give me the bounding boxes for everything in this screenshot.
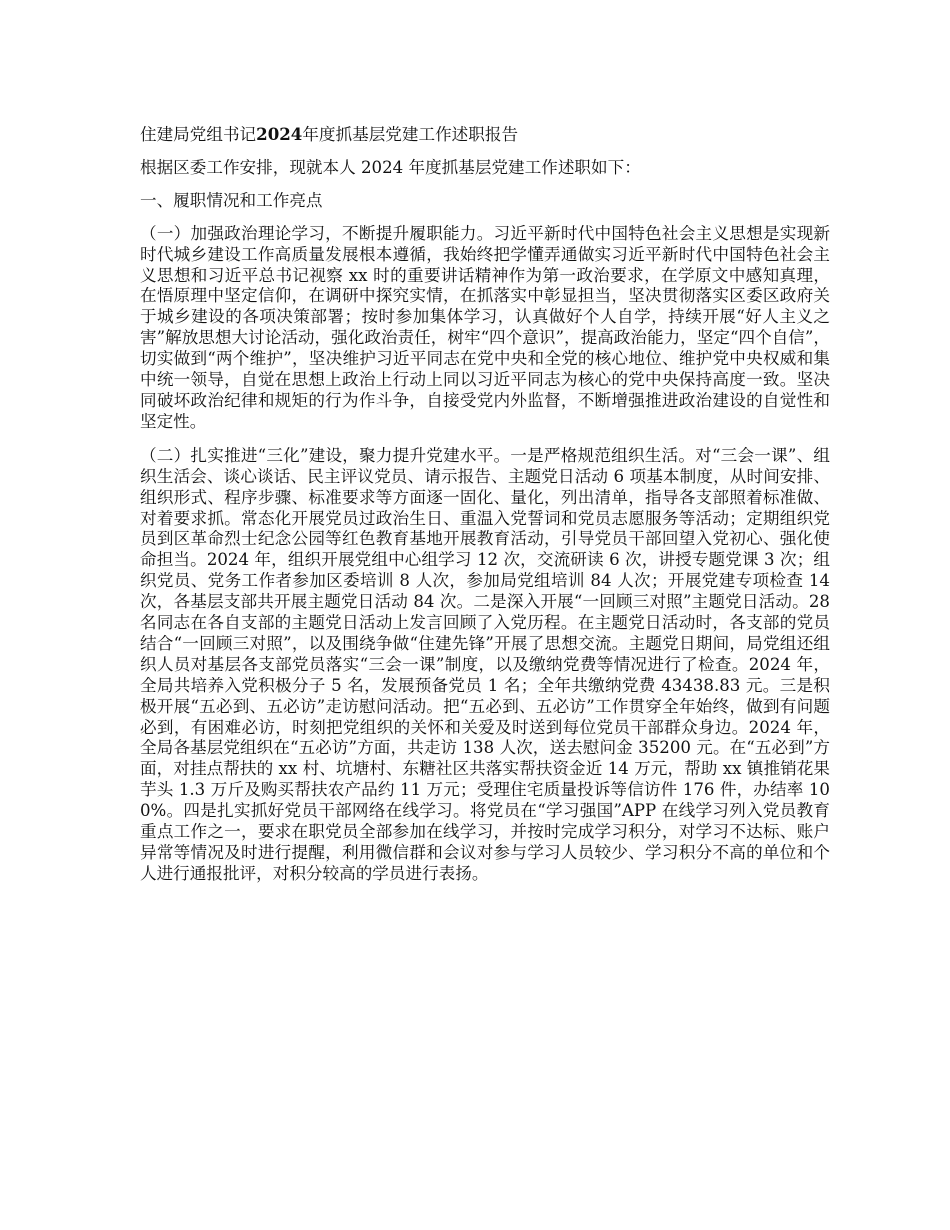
document-title (140, 124, 830, 146)
document-page (140, 124, 830, 898)
title-year: 2024 (256, 124, 303, 144)
body-paragraph-2: （二）扎实推进“三化”建设，聚力提升党建水平。一是严格规范组织生活。对“三会一课”、组织生活会、谈心谈话、民主评议党员、请示报告、主题党日活动 6 项基本制度，从时间安排、组织形式、程序步骤、标准要求等方面逐一固化、量化，列出清单，指导各支部照着标准做、对着要求抓。常态化开展党员过政治生日、重温入党誓词和党员志愿服务等活动；定期组织党员到区革命烈士纪念公园等红色教育基地开展教育活动，引导党员干部回望入党初心、强化使命担当。2024 年，组织开展党组中心组学习 12 次，交流研读 6 次，讲授专题党课 3 次；组织党员、党务工作者参加区委培训 8 人次，参加局党组培训 84 人次；开展党建专项检查 14 次，各基层支部共开展主题党日活动 84 次。二是深入开展“一回顾三对照”主题党日活动。28 名同志在各自支部的主题党日活动上发言回顾了入党历程。在主题党日活动时，各支部的党员结合“一回顾三对照”，以及围绕争做“住建先锋”开展了思想交流。主题党日期间，局党组还组织人员对基层各支部党员落实“三会一课”制度，以及缴纳党费等情况进行了检查。2024 年，全局共培养入党积极分子 5 名，发展预备党员 1 名；全年共缴纳党费 43438.83 元。三是积极开展“五必到、五必访”走访慰问活动。把“五必到、五必访”工作贯穿全年始终，做到有问题必到，有困难必访，时刻把党组织的关怀和关爱及时送到每位党员干部群众身边。2024 年，全局各基层党组织在“五必访”方面，共走访 138 人次，送去慰问金 35200 元。在“五必到”方面，对挂点帮扶的 xx 村、坑塘村、东糖社区共落实帮扶资金近 14 万元，帮助 xx 镇推销花果芋头 1.3 万斤及购买帮扶农产品约 11 万元；受理住宅质量投诉等信访件 176 件，办结率 100%。四是扎实抓好党员干部网络在线学习。将党员在“学习强国”APP 在线学习列入党员教育重点工作之一，要求在职党员全部参加在线学习，并按时完成学习积分，对学习不达标、账户异常等情况及时进行提醒，利用微信群和会议对参与学习人员较少、学习积分不高的单位和个人进行通报批评，对积分较高的学员进行表扬。 (140, 445, 830, 883)
title-suffix: 年度抓基层党建工作述职报告 (302, 125, 519, 144)
body-paragraph-1: （一）加强政治理论学习，不断提升履职能力。习近平新时代中国特色社会主义思想是实现新时代城乡建设工作高质量发展根本遵循，我始终把学懂弄通做实习近平新时代中国特色社会主义思想和习近平总书记视察 xx 时的重要讲话精神作为第一政治要求，在学原文中感知真理，在悟原理中坚定信仰，在调研中探究实情，在抓落实中彰显担当，坚决贯彻落实区委区政府关于城乡建设的各项决策部署；按时参加集体学习，认真做好个人自学，持续开展“好人主义之害”解放思想大讨论活动，强化政治责任，树牢“四个意识”，提高政治能力，坚定“四个自信”，切实做到“两个维护”，坚决维护习近平同志在党中央和全党的核心地位、维护党中央权威和集中统一领导，自觉在思想上政治上行动上同以习近平同志为核心的党中央保持高度一致。坚决同破坏政治纪律和规矩的行为作斗争，自接受党内外监督，不断增强推进政治建设的自觉性和坚定性。 (140, 223, 830, 431)
section-heading: 一、履职情况和工作亮点 (140, 190, 323, 210)
intro-paragraph: 根据区委工作安排，现就本人 2024 年度抓基层党建工作述职如下： (140, 157, 641, 177)
title-prefix: 住建局党组书记 (140, 125, 257, 144)
